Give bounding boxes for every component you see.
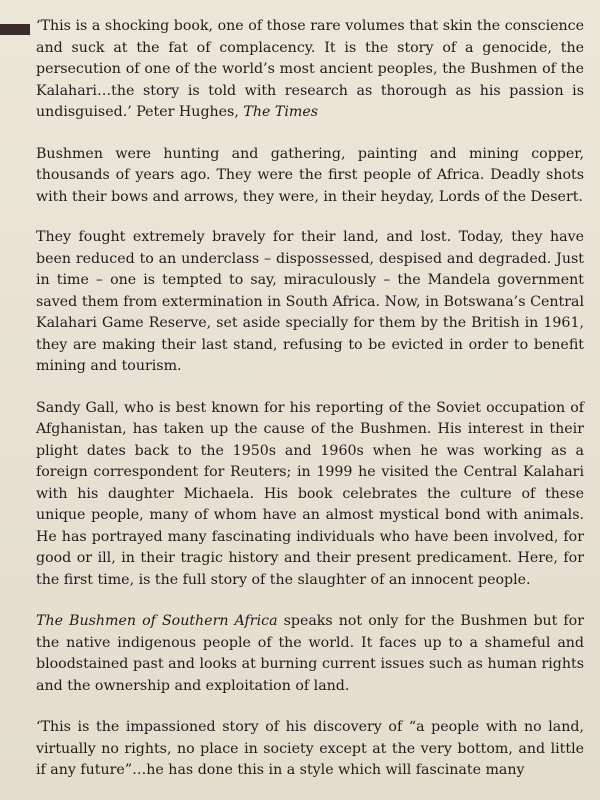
section-marker-bar [0,24,30,35]
paragraph-book-summary [36,611,584,697]
review-quote-times [36,16,584,124]
review-publication: The Times [243,104,318,120]
paragraph-author-bio: Sandy Gall, who is best known for his reporting of the Soviet occupation of Afghanistan, has taken up the cause of the Bushmen. His interest in their plight dates back to the 1950s and 1960s when he was working as a foreign correspondent for Reuters; in 1999 he visited the Central Kalahari with his daughter Michaela. His book celebrates the culture of these unique people, many of whom have an almost mystical bond with animals. He has portrayed many fascinating individuals who have been involved, for good or ill, in their tragic history and their present predicament. Here, for the first time, is the full story of the slaughter of an innocent people. [36,399,584,588]
paragraph-land-struggle: They fought extremely bravely for their land, and lost. Today, they have been reduced to an underclass – dispossessed, despised and degraded. Just in time – one is tempted to say, miraculously – the Mandela government saved them from extermination in South Africa. Now, in Botswana’s Central Kalahari Game Reserve, set aside specially for them by the British in 1961, they are making their last stand, refusing to be evicted in order to benefit mining and tourism. [36,229,584,374]
review-attribution: Peter Hughes, [136,104,244,120]
paragraph-bushmen-history: Bushmen were hunting and gathering, painting and mining copper, thousands of years ago. They were the first people of Africa. Deadly shots with their bows and arrows, they were, in their heyday, Lords of the Desert. [36,145,584,205]
paragraph-closing-quote: ‘This is the impassioned story of his discovery of “a people with no land, virtually no rights, no place in society except at the very bottom, and little if any future”…he has done this in a style which will fascinate many [36,719,584,778]
blurb-text-column [36,16,584,800]
book-title: The Bushmen of Southern Africa [36,613,278,629]
book-summary-text: speaks not only for the Bushmen but for the native indigenous people of the world. It faces up to a shameful and bloodstained past and looks at burning current issues such as human rights and the ownership and exploitation of land. [36,613,584,694]
review-quote-text: ‘This is a shocking book, one of those rare volumes that skin the conscience and suck at the fat of complacency. It is the story of a genocide, the persecution of one of the world’s most ancient peoples, the Bushmen of the Kalahari…the story is told with research as thorough as his passion is undisguised.’ [36,18,584,120]
